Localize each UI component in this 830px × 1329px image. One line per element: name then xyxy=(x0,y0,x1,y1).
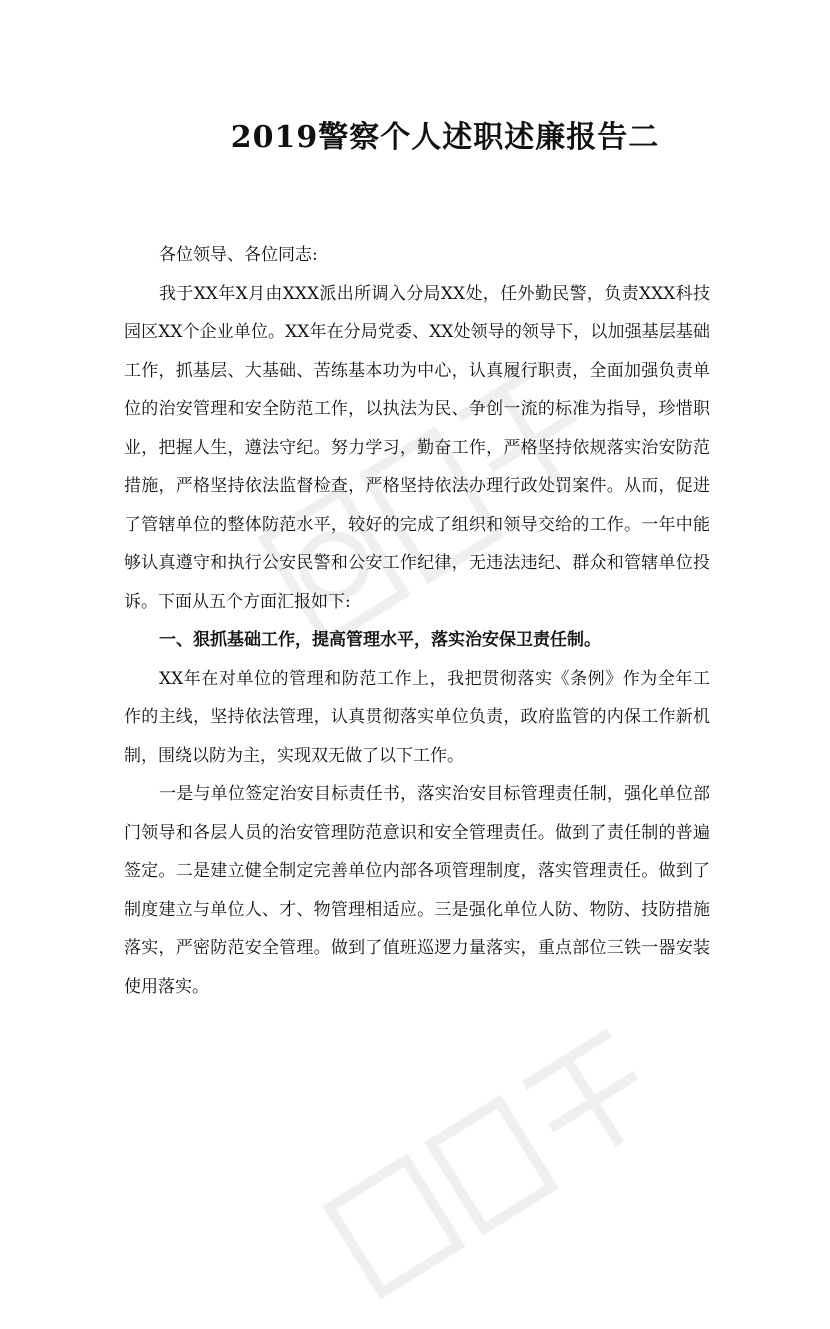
document-title: 2019警察个人述职述廉报告二 xyxy=(230,120,660,155)
paragraph-intro: 我于XX年X月由XXX派出所调入分局XX处，任外勤民警，负责XXX科技园区XX个企业单位。XX年在分局党委、XX处领导的领导下，以加强基层基础工作，抓基层、大基础、苦练基本功为中心，认真履行职责，全面加强负责单位的治安管理和安全防范工作，以执法为民、争创一流的标准为指导，珍惜职业，把握人生，遵法守纪。努力学习，勤奋工作，严格坚持依规落实治安防范措施，严格坚持依法监督检查，严格坚持依法办理行政处罚案件。从而，促进了管辖单位的整体防范水平，较好的完成了组织和领导交给的工作。一年中能够认真遵守和执行公安民警和公安工作纪律，无违法违纪、群众和管辖单位投诉。下面从五个方面汇报如下: xyxy=(124,283,710,612)
section-heading: 一、狠抓基础工作，提高管理水平，落实治安保卫责任制。 xyxy=(159,630,601,650)
salutation: 各位领导、各位同志: xyxy=(159,245,318,265)
section-paragraph: 一是与单位签定治安目标责任书，落实治安目标管理责任制，强化单位部门领导和各层人员的治安管理防范意识和安全管理责任。做到了责任制的普遍签定。二是建立健全制定完善单位内部各项管理制度，落实管理责任。做到了制度建立与单位人、才、物管理相适应。三是强化单位人防、物防、技防措施落实，严密防范安全管理。做到了值班巡逻力量落实，重点部位三铁一器安装使用落实。 xyxy=(124,784,710,997)
section-paragraph: XX年在对单位的管理和防范工作上，我把贯彻落实《条例》作为全年工作的主线，坚持依法管理，认真贯彻落实单位负责，政府监管的内保工作新机制，围绕以防为主，实现双无做了以下工作。 xyxy=(124,668,710,766)
document-body xyxy=(124,236,710,1006)
watermark-logo-bottom xyxy=(296,991,703,1328)
